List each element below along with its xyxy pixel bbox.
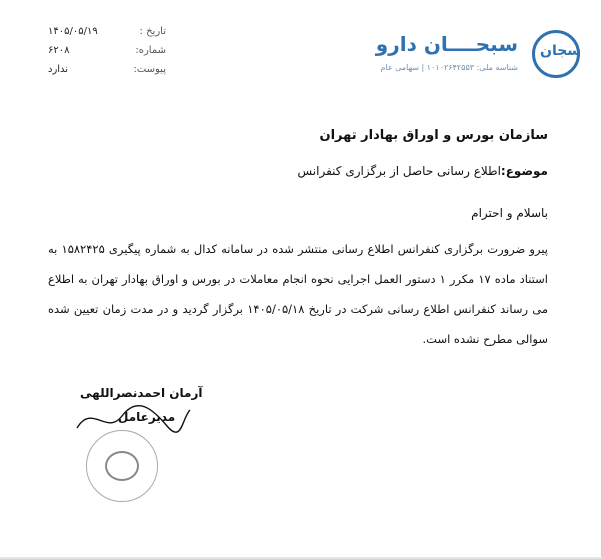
company-logo [330,30,580,82]
greeting: باسلام و احترام [471,206,548,220]
recipient: سازمان بورس و اوراق بهادار تهران [319,128,548,143]
subject-text: اطلاع رسانی حاصل از برگزاری کنفرانس [297,164,501,178]
date-label: تاریخ : [139,26,166,37]
company-registration: شناسه ملی: ۱۰۱۰۲۶۴۲۵۵۳ | سهامی عام [380,63,518,72]
signatory-title: مدیرعامل [118,410,176,424]
subject-label: موضوع: [500,164,548,178]
company-stamp-icon [86,430,158,502]
number-row [48,45,166,56]
signatory-name: آرمان احمدنصراللهی [80,386,203,400]
logo-mark: سجان [540,43,582,59]
company-name: سبحــــان دارو [375,32,518,56]
letter-body: پیرو ضرورت برگزاری کنفرانس اطلاع رسانی منتشر شده در سامانه کدال به شماره پیگیری ۱۵۸۲۴۲۵ به استناد ماده ۱۷ مکرر ۱ دستور العمل اجرایی نحوه انجام معاملات در بورس و اوراق بهادار تهران به اطلاع می رساند کنفرانس اطلاع رسانی شرکت در تاریخ ۱۴۰۵/۰۵/۱۸ برگزار گردید و در مدت زمان تعیین شده سوالی مطرح نشده است. [48,242,548,346]
number-value: ۶۲۰۸ [48,45,70,56]
stamp-logo-icon [105,451,139,481]
attachment-row [48,64,166,75]
subject-line [48,164,548,178]
attachment-label: پیوست: [133,64,166,75]
date-value: ۱۴۰۵/۰۵/۱۹ [48,26,98,37]
date-row [48,26,166,37]
number-label: شماره: [135,45,166,56]
letter-meta [48,26,166,83]
attachment-value: ندارد [48,64,69,75]
